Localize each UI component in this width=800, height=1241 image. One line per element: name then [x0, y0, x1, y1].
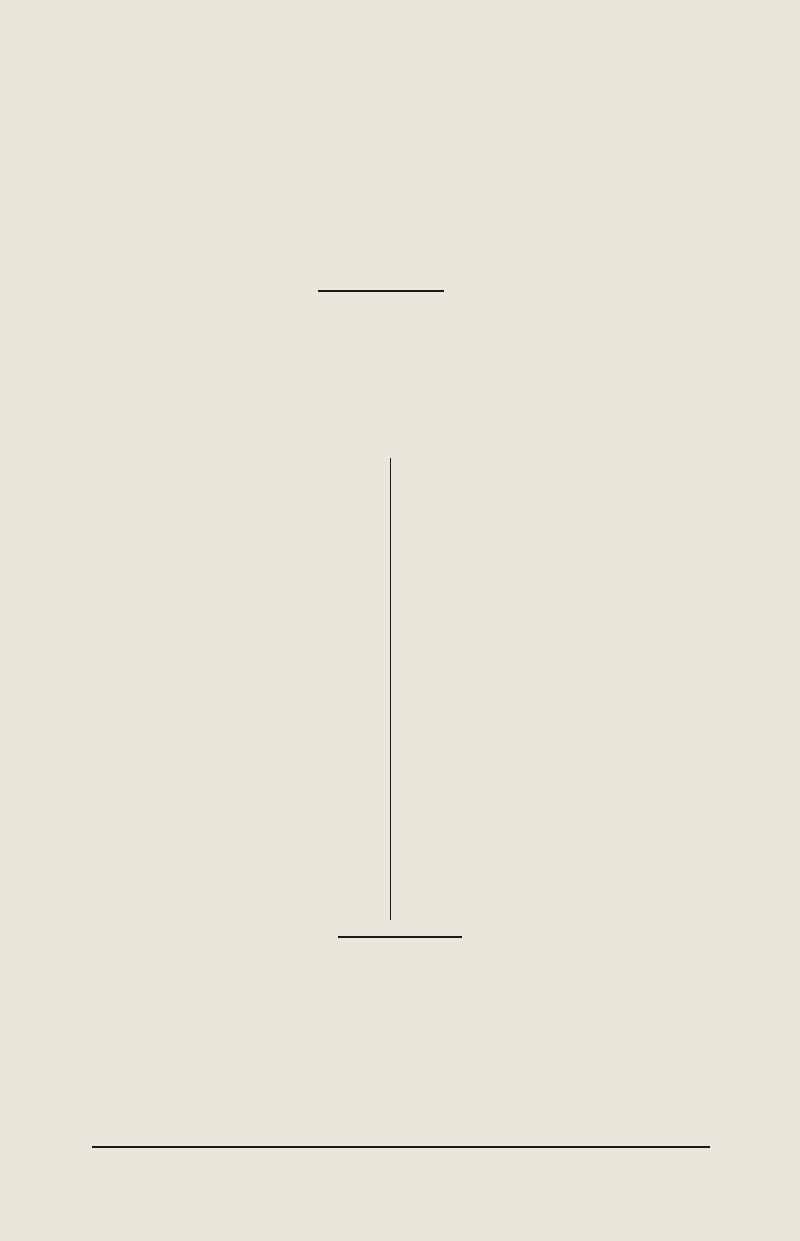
column-divider	[390, 458, 391, 920]
divider-footer	[92, 1146, 710, 1148]
divider-top	[318, 290, 444, 292]
section-202	[78, 966, 728, 978]
section-201	[72, 322, 732, 332]
divider-middle	[338, 936, 462, 938]
